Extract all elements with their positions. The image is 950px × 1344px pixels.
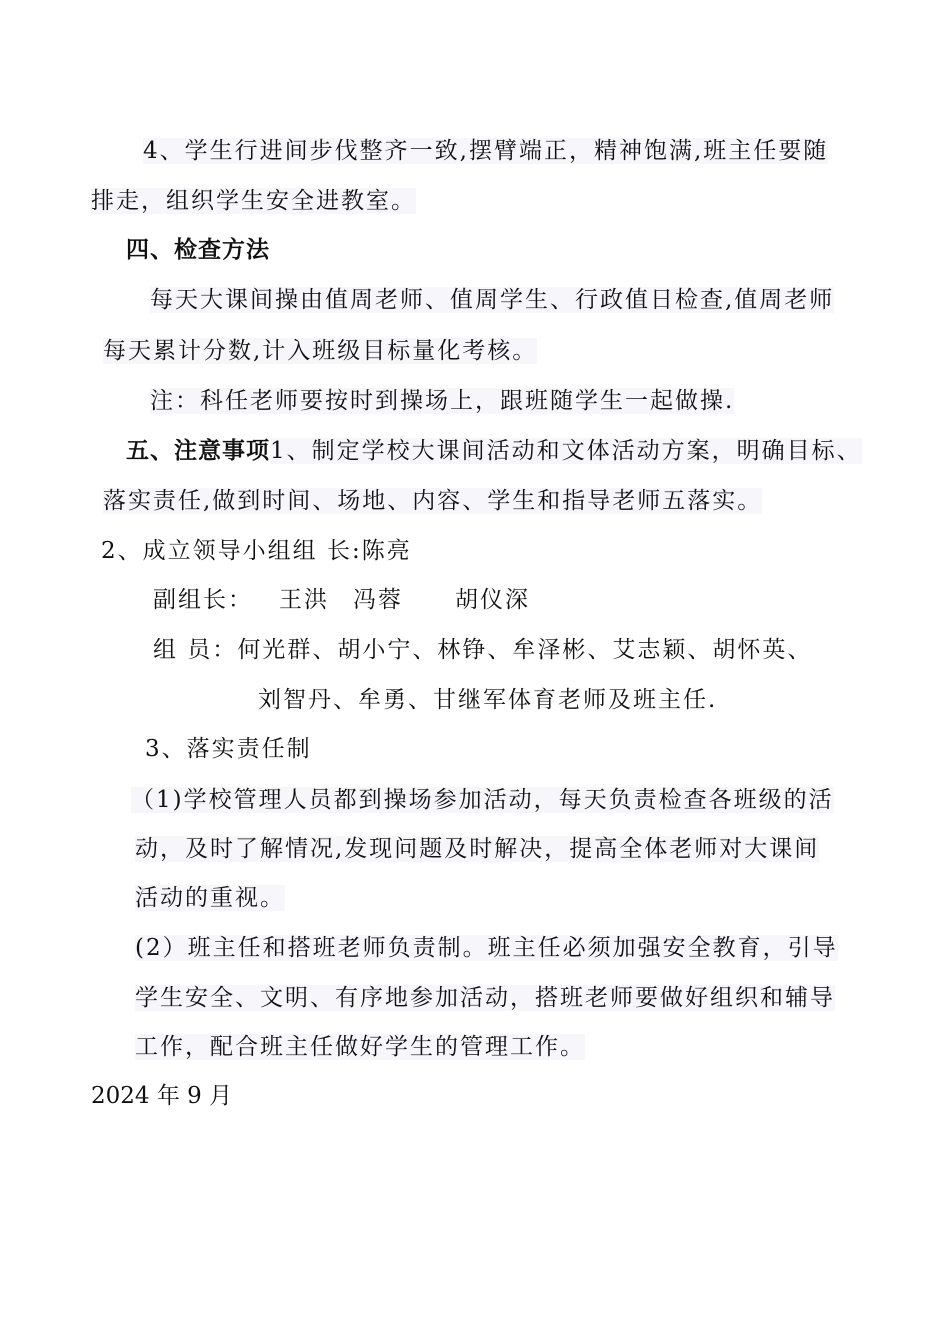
item-3-title: 3、落实责任制 <box>145 736 312 762</box>
sub-item-2-line-2: 学生安全、文明、有序地参加活动，搭班老师要做好组织和辅导 <box>135 985 835 1011</box>
document-date: 2024 年 9 月 <box>91 1083 233 1109</box>
vice-leader-label: 副组长： <box>153 587 253 613</box>
vice-leader-name: 胡仪深 <box>455 587 530 613</box>
check-method-line-1: 每天大课间操由值周老师、值周学生、行政值日检查,值周老师 <box>150 287 835 313</box>
members-line-2: 刘智丹、牟勇、甘继军体育老师及班主任. <box>258 687 718 713</box>
item-1-line-2: 落实责任,做到时间、场地、内容、学生和指导老师五落实。 <box>103 488 763 514</box>
paragraph-4-line-1: 4、学生行进间步伐整齐一致,摆臂端正，精神饱满,班主任要随 <box>143 138 829 164</box>
vice-leader-name: 王洪 <box>279 587 329 613</box>
section-5-line <box>126 436 862 466</box>
sub-item-1-line-3: 活动的重视。 <box>135 885 285 911</box>
sub-item-1-line-1: （1)学校管理人员都到操场参加活动，每天负责检查各班级的活 <box>131 787 834 813</box>
members-label: 组 员： <box>153 637 238 663</box>
check-method-line-2: 每天累计分数,计入班级目标量化考核。 <box>103 338 538 364</box>
section-5-heading: 五、注意事项 <box>126 438 270 464</box>
sub-item-1-line-2: 动，及时了解情况,发现问题及时解决，提高全体老师对大课间 <box>135 836 820 862</box>
members-names-1: 何光群、胡小宁、林铮、牟泽彬、艾志颖、胡怀英、 <box>237 637 813 663</box>
item-1-line-1: 1、制定学校大课间活动和文体活动方案，明确目标、 <box>270 438 862 464</box>
sub-item-2-line-1: (2）班主任和搭班老师负责制。班主任必须加强安全教育，引导 <box>135 935 838 961</box>
sub-item-2-line-3: 工作，配合班主任做好学生的管理工作。 <box>135 1034 585 1060</box>
members-line-1 <box>153 635 812 665</box>
paragraph-4-line-2: 排走，组织学生安全进教室。 <box>91 188 416 214</box>
section-4-heading: 四、检查方法 <box>126 237 270 263</box>
item-2-line: 2、成立领导小组组 长:陈亮 <box>101 538 412 564</box>
vice-leader-name: 冯蓉 <box>353 587 403 613</box>
vice-leader-line <box>153 585 530 615</box>
note-line: 注：科任老师要按时到操场上，跟班随学生一起做操. <box>150 388 735 414</box>
